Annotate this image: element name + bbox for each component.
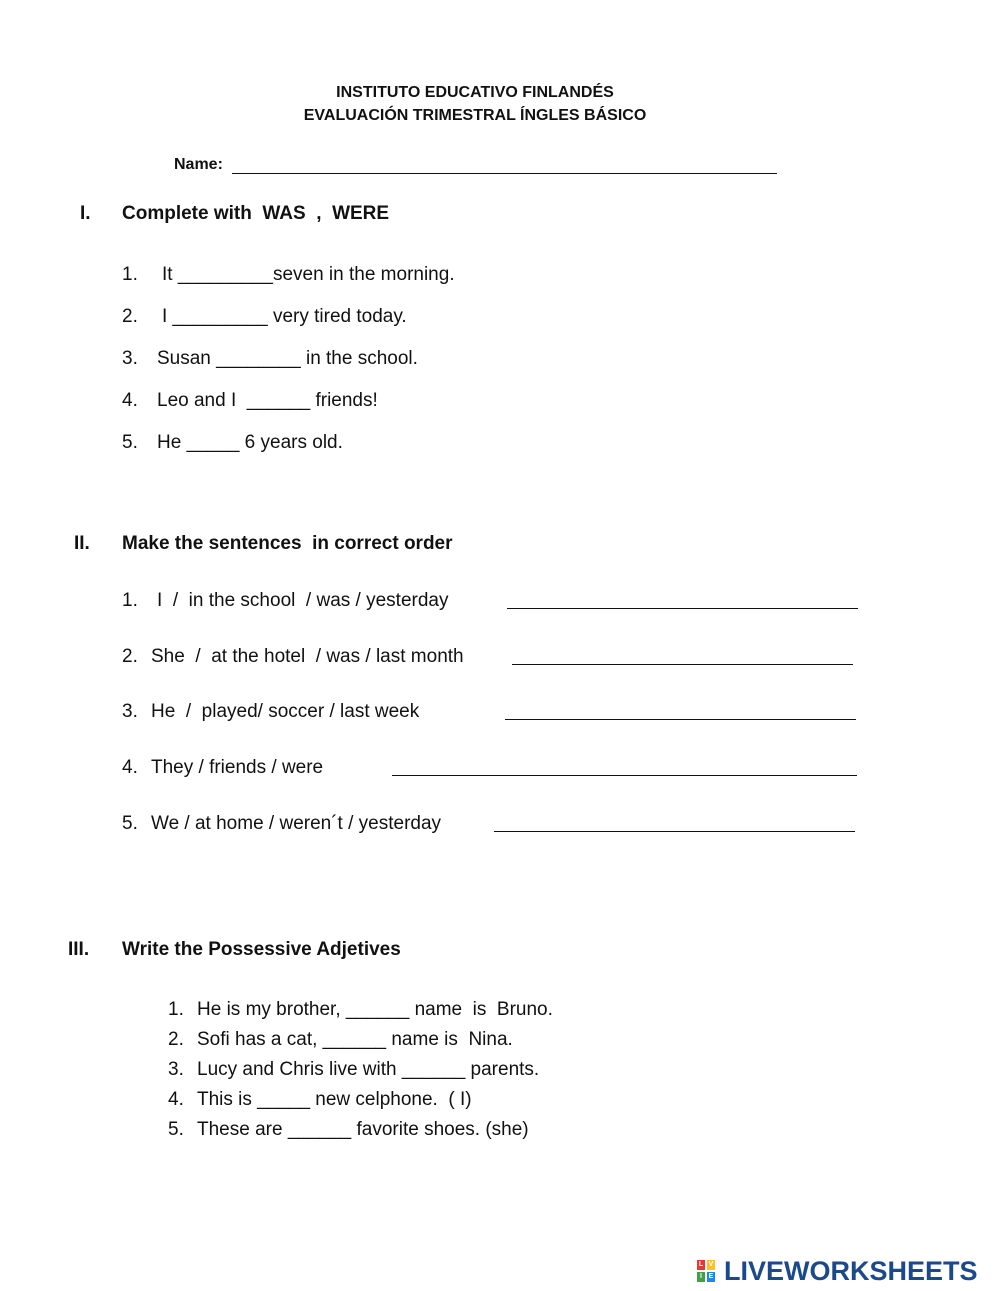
s3-item-5-text: These are ______ favorite shoes. (she) <box>197 1119 529 1140</box>
section-3-number: III. <box>68 939 90 960</box>
s3-item-3-num: 3. <box>168 1059 184 1080</box>
s1-item-2-text: I _________ very tired today. <box>162 306 407 327</box>
section-1-number: I. <box>80 203 91 224</box>
section-2-title: Make the sentences in correct order <box>122 533 453 554</box>
s2-answer-line-1[interactable] <box>507 608 858 609</box>
s2-item-1-text: I / in the school / was / yesterday <box>157 590 449 611</box>
s3-item-2-num: 2. <box>168 1029 184 1050</box>
s3-item-4-text: This is _____ new celphone. ( I) <box>197 1089 472 1110</box>
s2-item-4-num: 4. <box>122 757 138 778</box>
s1-item-5-num: 5. <box>122 432 138 453</box>
s3-item-4-num: 4. <box>168 1089 184 1110</box>
logo-text: LIVEWORKSHEETS <box>724 1255 978 1286</box>
s2-item-1-num: 1. <box>122 590 138 611</box>
s1-item-3-text: Susan ________ in the school. <box>157 348 418 369</box>
s1-item-1-text: It _________seven in the morning. <box>162 264 455 285</box>
logo-block-v: V <box>708 1261 714 1268</box>
name-label: Name: <box>174 156 223 173</box>
s2-answer-line-5[interactable] <box>494 831 855 832</box>
s2-answer-line-4[interactable] <box>392 775 857 776</box>
exam-title: EVALUACIÓN TRIMESTRAL ÍNGLES BÁSICO <box>303 107 647 124</box>
s3-item-3-text: Lucy and Chris live with ______ parents. <box>197 1059 540 1080</box>
s2-item-2-num: 2. <box>122 646 138 667</box>
s1-item-4-num: 4. <box>122 390 138 411</box>
s2-item-3-text: He / played/ soccer / last week <box>151 701 420 722</box>
s2-item-5-text: We / at home / weren´t / yesterday <box>151 813 442 834</box>
s1-item-1-num: 1. <box>122 264 138 285</box>
s3-item-1-text: He is my brother, ______ name is Bruno. <box>197 999 553 1020</box>
s2-item-4-text: They / friends / were <box>151 757 324 778</box>
school-title: INSTITUTO EDUCATIVO FINLANDÉS <box>336 84 614 101</box>
logo-block-i: I <box>697 1272 705 1282</box>
s3-item-2-text: Sofi has a cat, ______ name is Nina. <box>197 1029 513 1050</box>
name-field[interactable] <box>232 173 777 174</box>
logo-block-e: E <box>708 1273 714 1280</box>
section-1-title: Complete with WAS , WERE <box>122 203 390 224</box>
s1-item-5-text: He _____ 6 years old. <box>157 432 343 453</box>
logo-blocks-icon <box>697 1258 721 1284</box>
s3-item-1-num: 1. <box>168 999 184 1020</box>
s1-item-2-num: 2. <box>122 306 138 327</box>
logo-block-l: L <box>698 1261 704 1268</box>
s3-item-5-num: 5. <box>168 1119 184 1140</box>
section-2-number: II. <box>74 533 90 554</box>
s2-answer-line-3[interactable] <box>505 719 856 720</box>
s2-item-3-num: 3. <box>122 701 138 722</box>
s1-item-4-text: Leo and I ______ friends! <box>157 390 378 411</box>
section-3-title: Write the Possessive Adjetives <box>122 939 401 960</box>
s2-answer-line-2[interactable] <box>512 664 853 665</box>
s2-item-5-num: 5. <box>122 813 138 834</box>
liveworksheets-logo <box>697 1256 978 1286</box>
s2-item-2-text: She / at the hotel / was / last month <box>151 646 464 667</box>
s1-item-3-num: 3. <box>122 348 138 369</box>
